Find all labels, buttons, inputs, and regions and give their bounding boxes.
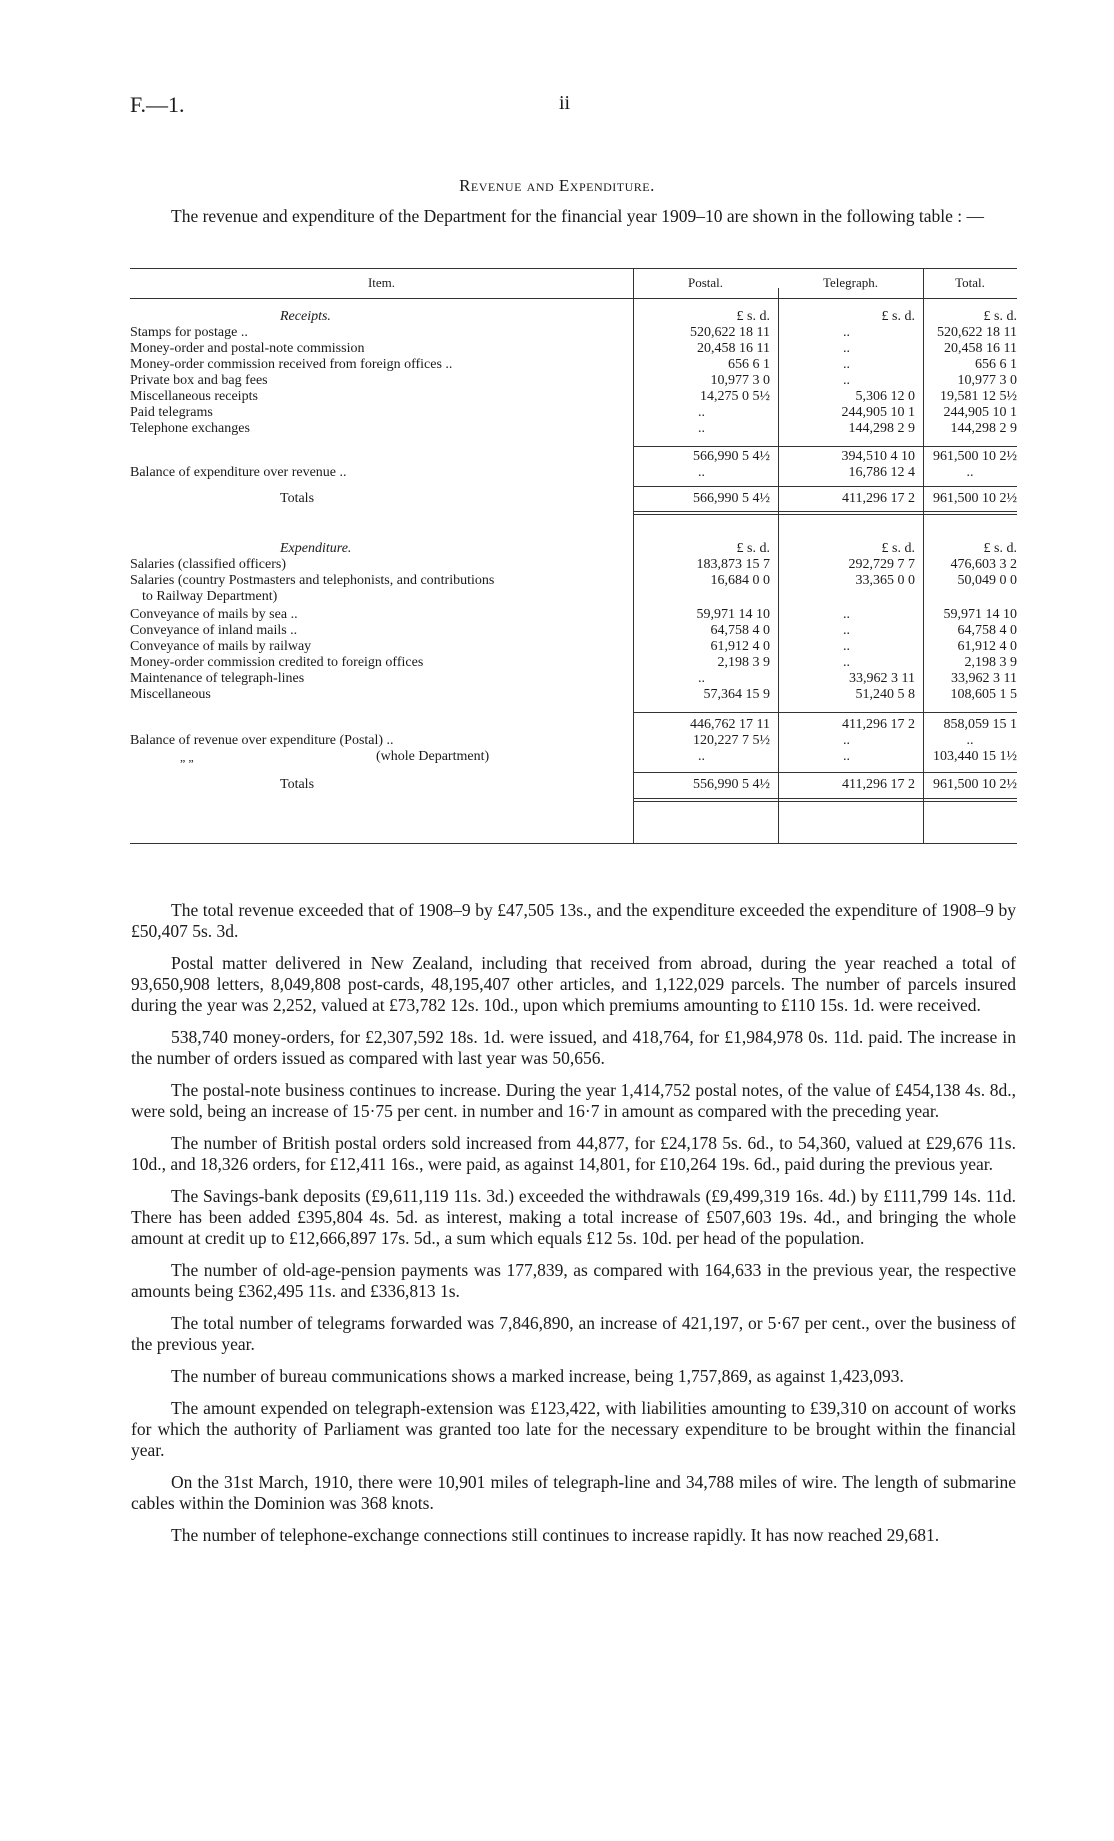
total-value: .. xyxy=(966,733,974,748)
postal-value: 61,912 4 0 xyxy=(710,639,770,654)
postal-value: 556,990 5 4½ xyxy=(693,777,770,792)
currency-units: £ s. d. xyxy=(881,541,915,556)
postal-value: 183,873 15 7 xyxy=(696,557,770,572)
postal-value: 2,198 3 9 xyxy=(717,655,770,670)
row-label: Paid telegrams xyxy=(130,405,213,420)
telegraph-value: 292,729 7 7 xyxy=(848,557,915,572)
row-label: (whole Department) xyxy=(376,749,490,764)
balance-expenditure-row xyxy=(130,464,1017,482)
paragraph: The total revenue exceeded that of 1908–9 by £47,505 13s., and the expenditure exceeded the expenditure of 1908–9 by £50,407 5s. 3d. xyxy=(131,900,1016,941)
totals-label: Totals xyxy=(280,491,315,506)
postal-value: .. xyxy=(698,405,705,420)
row-label: Miscellaneous receipts xyxy=(130,389,258,404)
postal-value: 656 6 1 xyxy=(728,357,770,372)
postal-value: 20,458 16 11 xyxy=(697,341,770,356)
table-row xyxy=(130,686,1017,704)
col-header-telegraph: Telegraph. xyxy=(822,275,879,290)
currency-units: £ s. d. xyxy=(983,309,1017,324)
body-text xyxy=(131,900,1016,1546)
postal-value: .. xyxy=(698,465,705,480)
postal-value: 10,977 3 0 xyxy=(710,373,770,388)
postal-value: 520,622 18 11 xyxy=(690,325,770,340)
paragraph: The number of British postal orders sold increased from 44,877, for £24,178 5s. 6d., to 54,360, valued at £29,676 11s. 10d., and 18,326 orders, for £12,411 16s., were paid, as against 14,801, for £10,264 19s. 6d., paid during the previous year. xyxy=(131,1133,1016,1174)
row-label: Conveyance of mails by railway xyxy=(130,639,312,654)
total-value: 961,500 10 2½ xyxy=(933,449,1017,464)
total-value: 520,622 18 11 xyxy=(937,325,1017,340)
telegraph-value: 394,510 4 10 xyxy=(841,449,915,464)
postal-value: .. xyxy=(698,749,705,764)
postal-value: 566,990 5 4½ xyxy=(693,449,770,464)
telegraph-value: .. xyxy=(843,357,850,372)
paragraph: Postal matter delivered in New Zealand, including that received from abroad, during the year reached a total of 93,650,908 letters, 8,049,808 post-cards, 48,195,407 other articles, and 1,122,029 parcels. The number of parcels insured during the year was 2,252, valued at £73,782 12s. 10d., upon which premiums amounting to £110 15s. 1d. were received. xyxy=(131,953,1016,1015)
postal-value: 120,227 7 5½ xyxy=(693,733,770,748)
telegraph-value: 33,365 0 0 xyxy=(855,573,915,588)
total-value: 144,298 2 9 xyxy=(950,421,1017,436)
paragraph: The number of telephone-exchange connections still continues to increase rapidly. It has now reached 29,681. xyxy=(171,1525,940,1545)
col-header-total: Total. xyxy=(955,275,985,290)
paragraph: The total number of telegrams forwarded was 7,846,890, an increase of 421,197, or 5·67 per cent., over the business of the previous year. xyxy=(131,1313,1016,1354)
postal-value: 57,364 15 9 xyxy=(703,687,770,702)
currency-units: £ s. d. xyxy=(736,309,770,324)
row-label-continuation: to Railway Department) xyxy=(142,589,278,604)
table-row xyxy=(130,420,1017,438)
row-label: Salaries (country Postmasters and telephonists, and contributions xyxy=(130,573,495,588)
row-label: Telephone exchanges xyxy=(130,421,250,436)
telegraph-value: .. xyxy=(843,655,850,670)
row-label: Conveyance of inland mails .. xyxy=(130,623,298,638)
total-value: 64,758 4 0 xyxy=(957,623,1017,638)
total-value: 20,458 16 11 xyxy=(944,341,1017,356)
postal-value: 16,684 0 0 xyxy=(710,573,770,588)
telegraph-value: 16,786 12 4 xyxy=(848,465,915,480)
postal-value: .. xyxy=(698,421,705,436)
telegraph-value: 411,296 17 2 xyxy=(842,491,915,506)
postal-value: 566,990 5 4½ xyxy=(693,491,770,506)
telegraph-value: 144,298 2 9 xyxy=(848,421,915,436)
total-value: 244,905 10 1 xyxy=(943,405,1017,420)
total-value: 33,962 3 11 xyxy=(951,671,1017,686)
receipts-heading: Receipts. xyxy=(280,309,331,324)
total-value: 476,603 3 2 xyxy=(950,557,1017,572)
currency-units: £ s. d. xyxy=(736,541,770,556)
page-number: ii xyxy=(559,92,571,114)
total-value: 19,581 12 5½ xyxy=(940,389,1017,404)
telegraph-value: .. xyxy=(843,639,850,654)
expenditure-totals-row xyxy=(130,776,1017,794)
telegraph-value: .. xyxy=(843,733,850,748)
telegraph-value: 33,962 3 11 xyxy=(849,671,915,686)
intro-paragraph: The revenue and expenditure of the Department for the financial year 1909–10 are shown in the following table : — xyxy=(171,206,984,226)
col-header-postal: Postal. xyxy=(687,275,724,290)
total-value: 961,500 10 2½ xyxy=(933,491,1017,506)
paragraph: On the 31st March, 1910, there were 10,901 miles of telegraph-line and 34,788 miles of wire. The length of submarine cables within the Dominion was 368 knots. xyxy=(131,1472,1016,1513)
total-value: 61,912 4 0 xyxy=(957,639,1017,654)
currency-units: £ s. d. xyxy=(983,541,1017,556)
total-value: .. xyxy=(966,465,974,480)
expenditure-heading: Expenditure. xyxy=(280,541,352,556)
total-value: 858,059 15 1 xyxy=(943,717,1017,732)
row-label: Stamps for postage .. xyxy=(130,325,248,340)
postal-value: 64,758 4 0 xyxy=(710,623,770,638)
row-label: Private box and bag fees xyxy=(130,373,268,388)
row-label: Salaries (classified officers) xyxy=(130,557,287,572)
paragraph: The postal-note business continues to increase. During the year 1,414,752 postal notes, of the value of £454,138 4s. 8d., were sold, being an increase of 15·75 per cent. in number and 16·7 in amount as compared with the preceding year. xyxy=(131,1080,1016,1121)
total-value: 108,605 1 5 xyxy=(950,687,1017,702)
telegraph-value: .. xyxy=(843,325,850,340)
col-header-item: Item. xyxy=(367,275,396,290)
telegraph-value: 411,296 17 2 xyxy=(842,717,915,732)
telegraph-value: .. xyxy=(843,373,850,388)
telegraph-value: 51,240 5 8 xyxy=(855,687,915,702)
telegraph-value: 5,306 12 0 xyxy=(855,389,915,404)
totals-label: Totals xyxy=(280,777,315,792)
row-label: Money-order and postal-note commission xyxy=(130,341,365,356)
total-value: 2,198 3 9 xyxy=(964,655,1017,670)
page-code: F.—1. xyxy=(130,92,185,117)
telegraph-value: .. xyxy=(843,749,850,764)
postal-value: 446,762 17 11 xyxy=(690,717,770,732)
row-label: Conveyance of mails by sea .. xyxy=(130,607,298,622)
telegraph-value: .. xyxy=(843,341,850,356)
total-value: 10,977 3 0 xyxy=(957,373,1017,388)
row-label: Money-order commission received from foreign offices .. xyxy=(130,357,453,372)
total-value: 103,440 15 1½ xyxy=(933,749,1017,764)
total-value: 961,500 10 2½ xyxy=(933,777,1017,792)
paragraph: The number of old-age-pension payments was 177,839, as compared with 164,633 in the previous year, the respective amounts being £362,495 11s. and £336,813 1s. xyxy=(131,1260,1016,1301)
total-value: 656 6 1 xyxy=(975,357,1017,372)
row-label: Miscellaneous xyxy=(130,687,211,702)
currency-units: £ s. d. xyxy=(881,309,915,324)
row-label: Money-order commission credited to foreign offices xyxy=(130,655,424,670)
total-value: 59,971 14 10 xyxy=(943,607,1017,622)
postal-value: 14,275 0 5½ xyxy=(700,389,770,404)
telegraph-value: .. xyxy=(843,607,850,622)
telegraph-value: 244,905 10 1 xyxy=(841,405,915,420)
row-label: Maintenance of telegraph-lines xyxy=(130,671,305,686)
total-value: 50,049 0 0 xyxy=(957,573,1017,588)
paragraph: The Savings-bank deposits (£9,611,119 11s. 3d.) exceeded the withdrawals (£9,499,319 16s. 4d.) by £111,799 14s. 11d. There has been added £395,804 4s. 5d. as interest, making a total increase of £507,603 19s. 4d., and bringing the whole amount at credit up to £12,666,897 17s. 5d., a sum which equals £12 5s. 10d. per head of the population. xyxy=(131,1186,1016,1248)
row-label: Balance of revenue over expenditure (Postal) .. xyxy=(130,733,394,748)
telegraph-value: .. xyxy=(843,623,850,638)
telegraph-value: 411,296 17 2 xyxy=(842,777,915,792)
ditto-marks: „ „ xyxy=(180,750,194,764)
balance-revenue-whole-row xyxy=(130,748,1017,766)
postal-value: 59,971 14 10 xyxy=(696,607,770,622)
paragraph: The amount expended on telegraph-extension was £123,422, with liabilities amounting to £39,310 on account of works for which the authority of Parliament was granted too late for the necessary expenditure to be brought within the financial year. xyxy=(131,1398,1016,1460)
paragraph: The number of bureau communications shows a marked increase, being 1,757,869, as against 1,423,093. xyxy=(171,1366,904,1386)
paragraph: 538,740 money-orders, for £2,307,592 18s. 1d. were issued, and 418,764, for £1,984,978 0s. 11d. paid. The increase in the number of orders issued as compared with last year was 50,656. xyxy=(131,1027,1016,1068)
row-label: Balance of expenditure over revenue .. xyxy=(130,465,347,480)
section-title: Revenue and Expenditure. xyxy=(459,176,655,195)
receipts-totals-row xyxy=(130,490,1017,508)
postal-value: .. xyxy=(698,671,705,686)
table-row-continuation xyxy=(130,588,1017,606)
